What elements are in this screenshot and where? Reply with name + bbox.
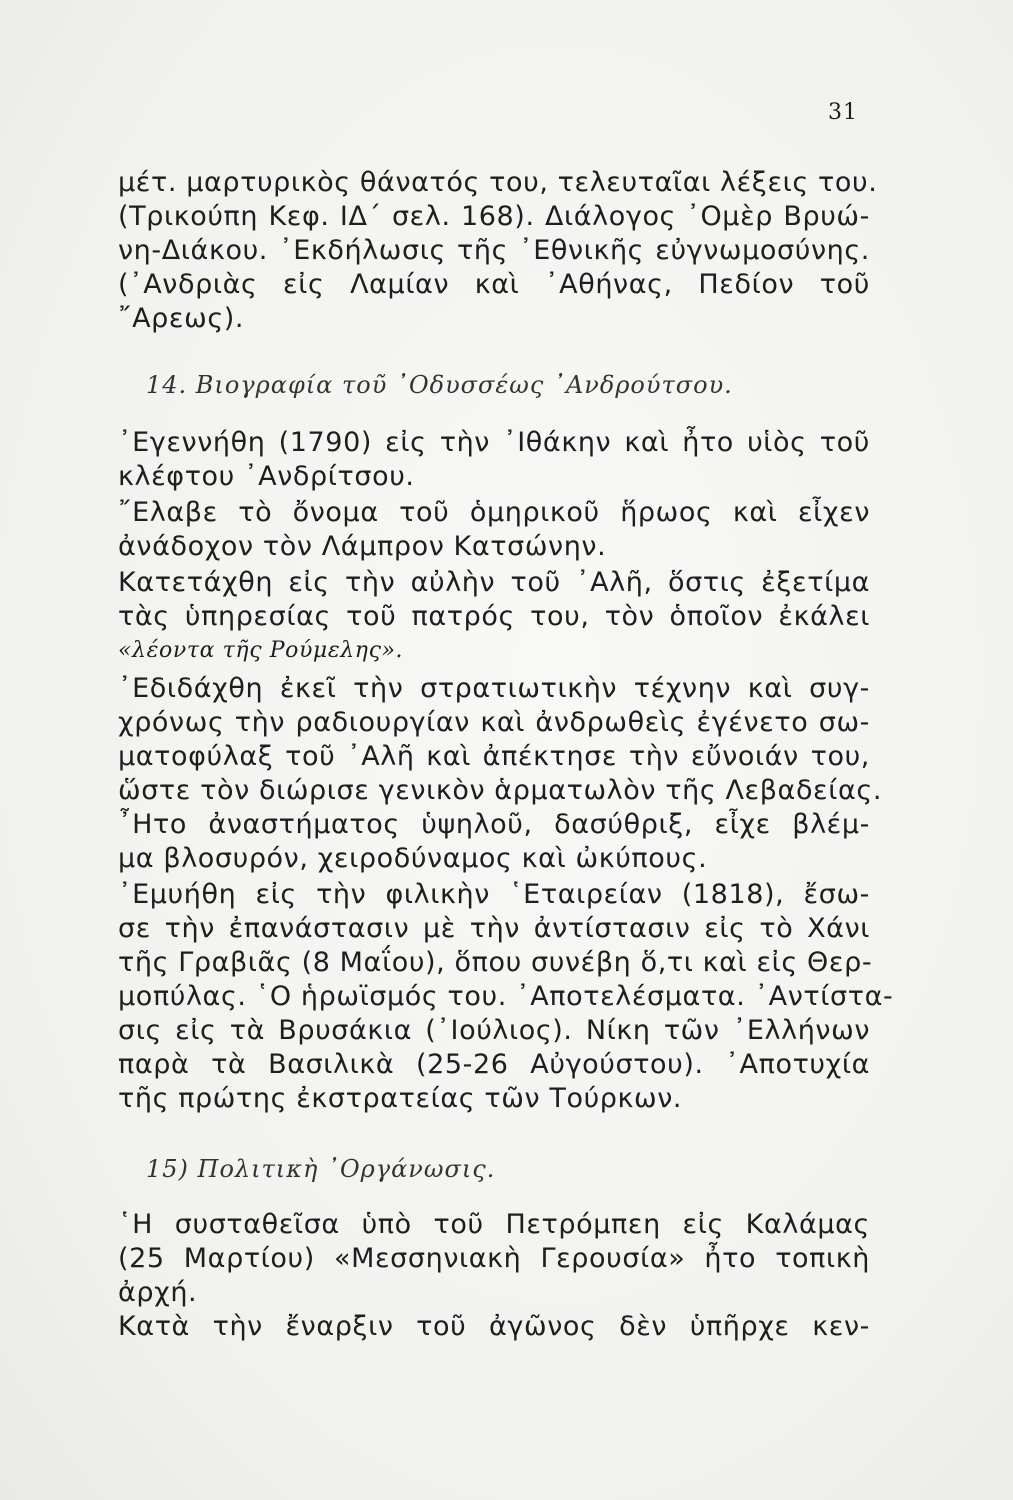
text-line: ᾿Εμυήθη εἰς τὴν φιλικὴν ῾Εταιρείαν (1818), ἔσω- [118, 879, 870, 910]
text-line: Κατετάχθη εἰς τὴν αὐλὴν τοῦ ᾿Αλῆ, ὅστις ἐξετίμα [118, 567, 870, 598]
text-line: μοπύλας. ῾Ο ἡρωϊσμός του. ᾿Αποτελέσματα. ᾿Αντίστα- [118, 981, 894, 1012]
text-line: τῆς πρώτης ἐκστρατείας τῶν Τούρκων. [118, 1083, 683, 1114]
text-line: τὰς ὑπηρεσίας τοῦ πατρός του, τὸν ὁποῖον ἐκάλει [118, 601, 870, 632]
text-line: παρὰ τὰ Βασιλικὰ (25-26 Αὐγούστου). ᾿Αποτυχία [118, 1049, 870, 1080]
text-line: ὥστε τὸν διώρισε γενικὸν ἁρματωλὸν τῆς Λεβαδείας. [118, 775, 883, 806]
text-line: (Τρικούπη Κεφ. ΙΔ΄ σελ. 168). Διάλογος ᾿Ομὲρ Βρυώ- [118, 201, 870, 232]
text-line: μέτ. μαρτυρικὸς θάνατός του, τελευταῖαι λέξεις του. [118, 167, 878, 198]
text-line: Κατὰ τὴν ἔναρξιν τοῦ ἀγῶνος δὲν ὑπῆρχε κεν- [118, 1311, 870, 1342]
text-line: ἀρχή. [118, 1277, 198, 1308]
text-line: μα βλοσυρόν, χειροδύναμος καὶ ὠκύπους. [118, 843, 708, 874]
text-line: ῎Αρεως). [118, 303, 245, 334]
text-line: «λέοντα τῆς Ρούμελης». [118, 638, 404, 663]
text-line: σε τὴν ἐπανάστασιν μὲ τὴν ἀντίστασιν εἰς τὸ Χάνι [118, 913, 870, 944]
page-number: 31 [828, 100, 858, 125]
text-line: ῾Η συσταθεῖσα ὑπὸ τοῦ Πετρόμπεη εἰς Καλάμας [118, 1209, 870, 1240]
section-heading-15: 15) Πολιτικὴ ᾿Οργάνωσις. [146, 1155, 496, 1183]
text-line: ματοφύλαξ τοῦ ᾿Αλῆ καὶ ἀπέκτησε τὴν εὔνοιάν του, [118, 741, 870, 772]
text-line: τῆς Γραβιᾶς (8 Μαΐου), ὅπου συνέβη ὅ,τι καὶ εἰς Θερ- [118, 947, 873, 978]
text-line: (᾿Ανδριὰς εἰς Λαμίαν καὶ ᾿Αθήνας, Πεδίον τοῦ [118, 269, 870, 300]
text-line: ἀνάδοχον τὸν Λάμπρον Κατσώνην. [118, 531, 607, 562]
text-line: ῎Ελαβε τὸ ὄνομα τοῦ ὁμηρικοῦ ἥρωος καὶ εἶχεν [118, 497, 870, 528]
text-line: ᾿Εγεννήθη (1790) εἰς τὴν ᾿Ιθάκην καὶ ἦτο υἱὸς τοῦ [118, 427, 870, 458]
text-line: ῏Ητο ἀναστήματος ὑψηλοῦ, δασύθριξ, εἶχε βλέμ- [118, 809, 870, 840]
section-heading-14: 14. Βιογραφία τοῦ ᾿Οδυσσέως ᾿Ανδρούτσου. [146, 371, 733, 399]
text-line: νη-Διάκου. ᾿Εκδήλωσις τῆς ᾿Εθνικῆς εὐγνωμοσύνης. [118, 235, 870, 266]
text-line: (25 Μαρτίου) «Μεσσηνιακὴ Γερουσία» ἦτο τοπικὴ [118, 1243, 870, 1274]
text-line: σις εἰς τὰ Βρυσάκια (᾿Ιούλιος). Νίκη τῶν ᾿Ελλήνων [118, 1015, 870, 1046]
text-line: κλέφτου ᾿Ανδρίτσου. [118, 461, 415, 492]
text-line: ᾿Εδιδάχθη ἐκεῖ τὴν στρατιωτικὴν τέχνην καὶ συγ- [118, 673, 870, 704]
text-line: χρόνως τὴν ραδιουργίαν καὶ ἀνδρωθεὶς ἐγένετο σω- [118, 707, 870, 738]
